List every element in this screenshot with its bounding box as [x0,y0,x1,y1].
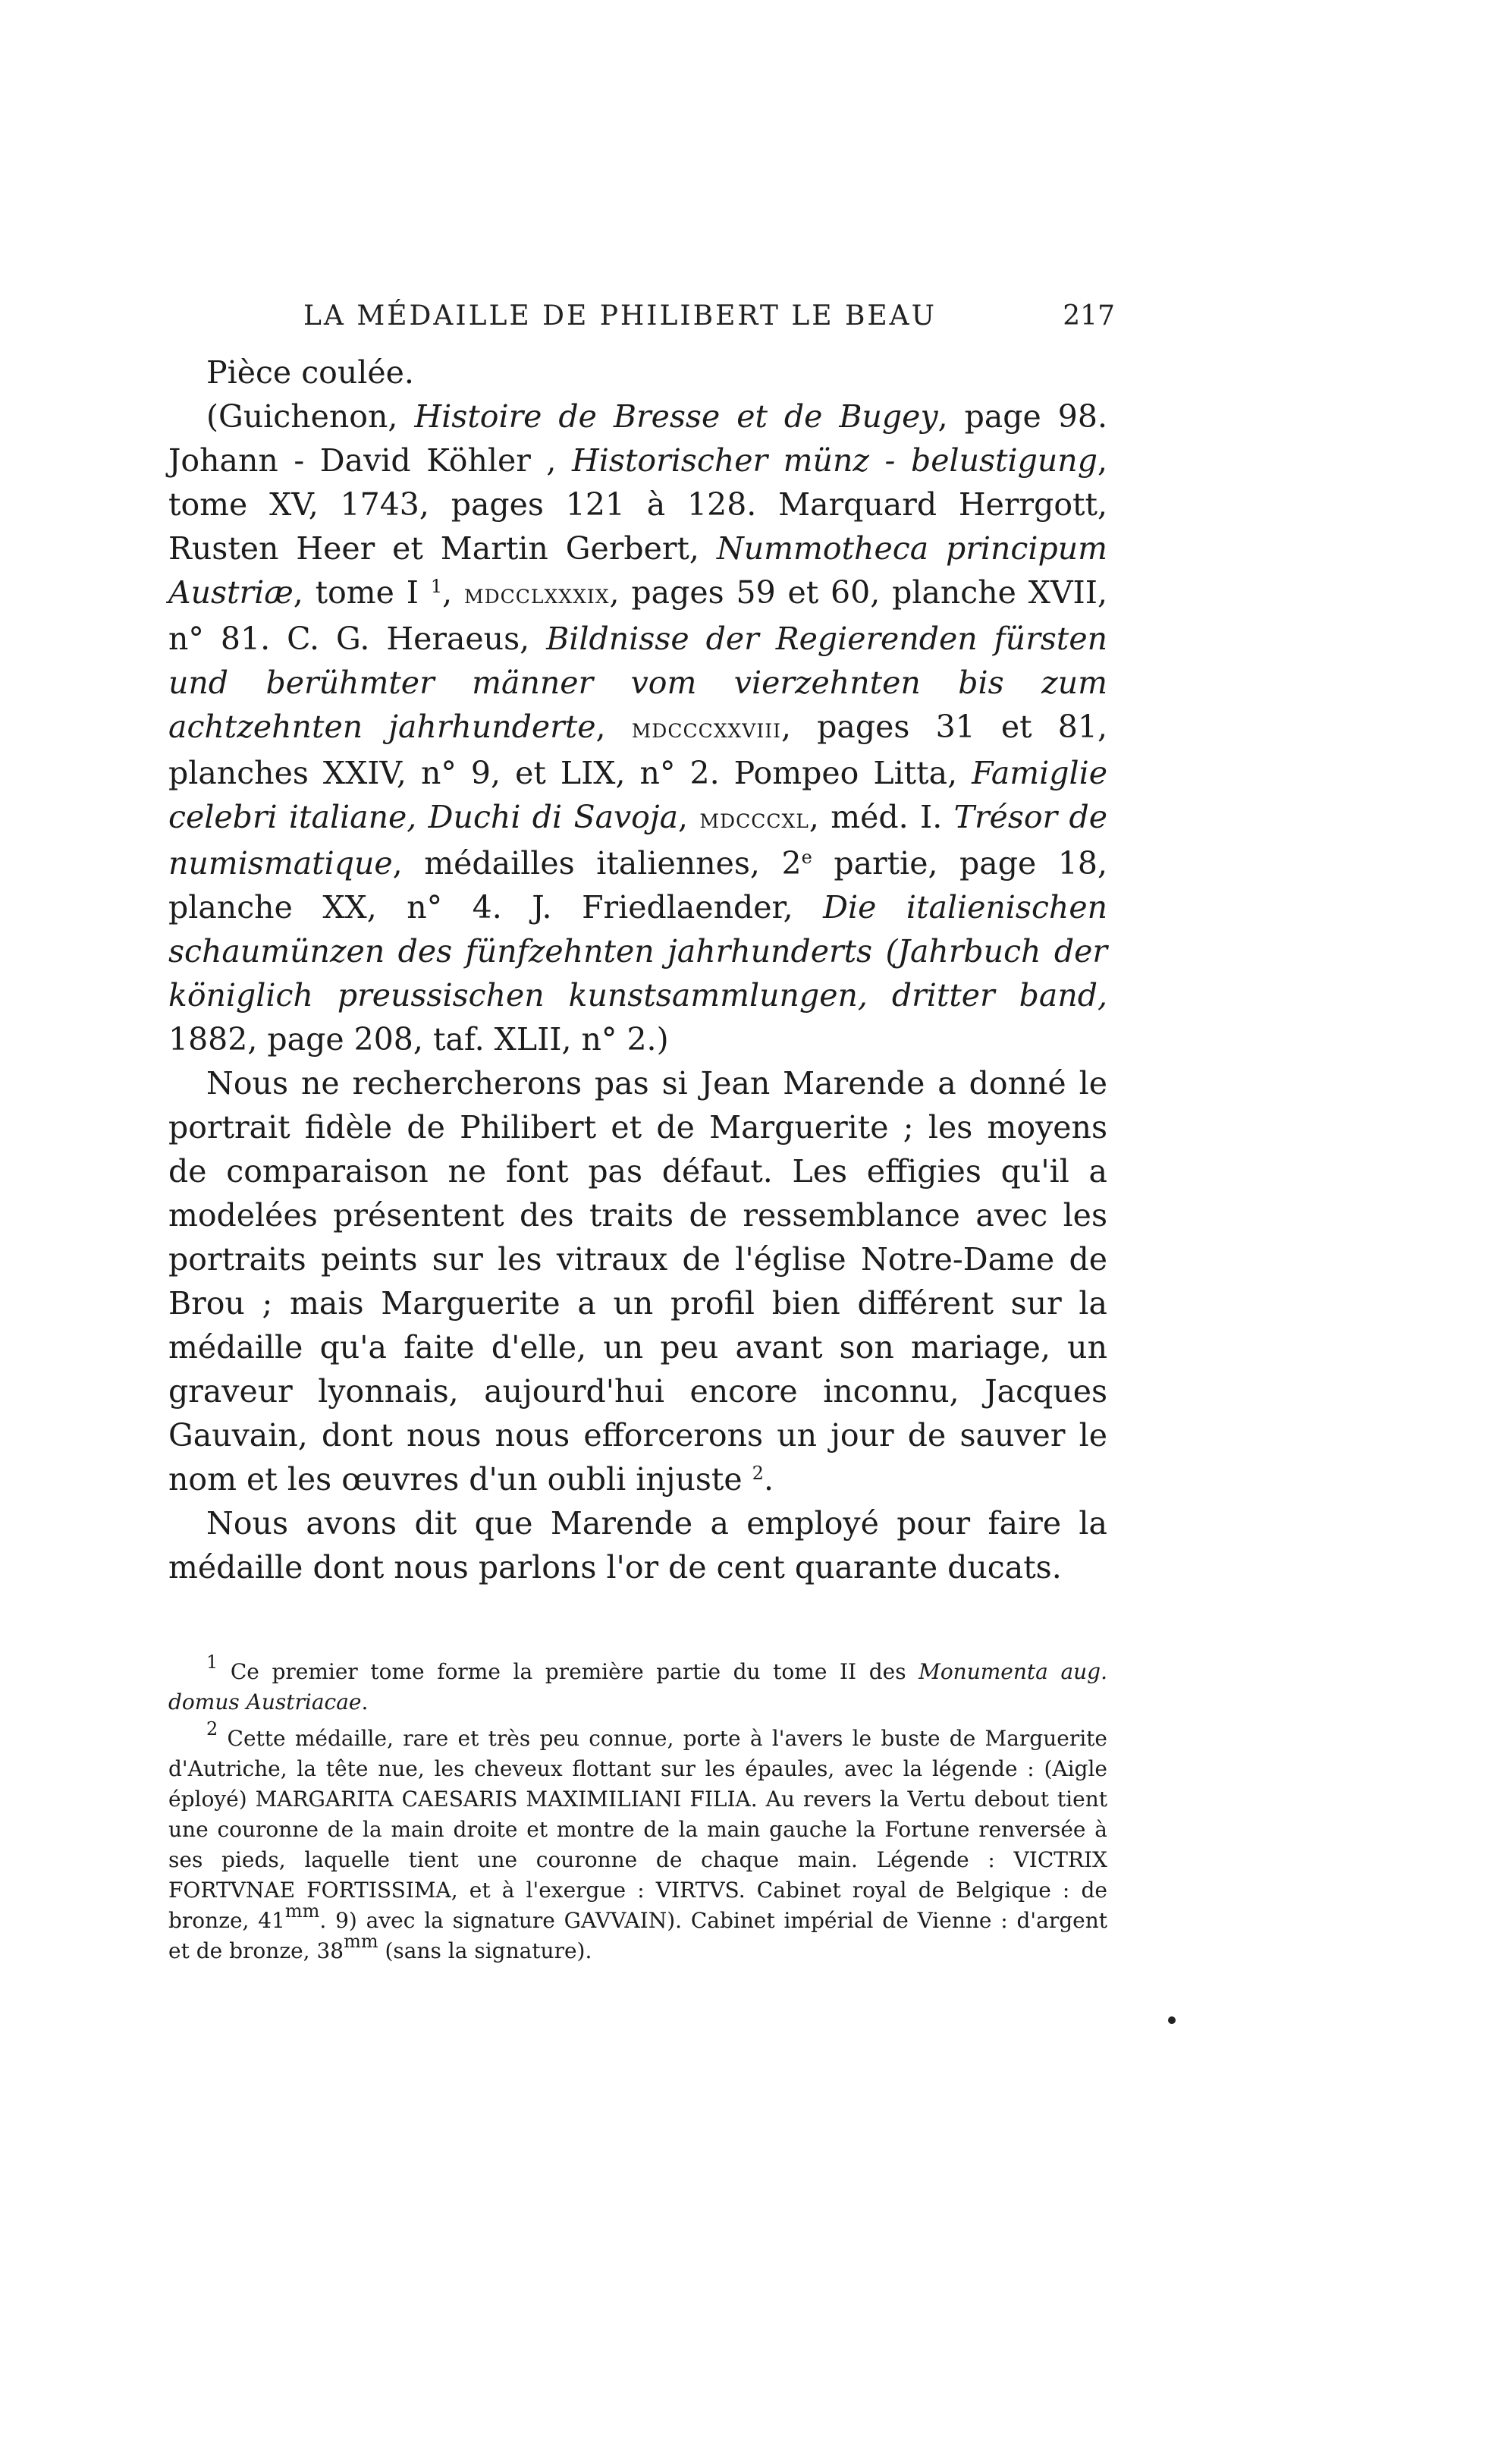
roman-date: mdcccxxviii [631,713,781,744]
text-run: , médailles italiennes, 2 [392,845,802,882]
text-run: , [595,709,632,745]
text-run: 1882, page 208, taf. XLII, n° 2.) [168,1021,669,1058]
text-run: . 9) avec la signature GAVVAIN). Cabinet impérial de Vienne : d'argent et de bronze, 38 [168,1908,1107,1963]
italic-title: Histoire de Bresse et de Bugey [414,398,938,435]
footnotes [168,1652,1107,1972]
ordinal-superscript: e [801,847,812,868]
footnote-reference: 1 [430,576,443,597]
paragraph-portrait [168,1061,1107,1501]
footnote-reference: 2 [752,1463,764,1484]
roman-date: mdcccxl [699,803,809,834]
italic-title: Historischer münz - belustigung [572,442,1097,479]
italic-title: Trésor de numismatique [168,799,1108,882]
text-run: , [442,574,464,611]
italic-title: Bildnisse der Regierenden fürsten und berühmter männer vom vierzehnten bis zum achtzehnten jahrhunderte [168,621,1107,745]
footnote-mark: 2 [206,1718,218,1740]
footnote-1 [168,1652,1107,1718]
text-run: partie, page 18, planche XX, n° 4. J. Friedlaender, [168,845,1107,926]
unit-superscript: mm [344,1931,378,1952]
text-run: , tome XV, 1743, pages 121 à 128. Marquard Herrgott, Rusten Heer et Martin Gerbert, [168,442,1107,567]
footnote-mark: 1 [206,1652,218,1673]
roman-date: mdcclxxxix [463,579,610,610]
paragraph-piece-coulee: Pièce coulée. [206,354,414,391]
text-run: , pages 31 et 81, planches XXIV, n° 9, et LIX, n° 2. Pompeo Litta, [168,709,1107,791]
footnote-2 [168,1718,1107,1966]
ink-speck [1168,2016,1176,2024]
text-run: (Guichenon, [206,398,415,435]
text-run: Nous ne rechercherons pas si Jean Marende a donné le portrait fidèle de Philibert et de Marguerite ; les moyens de comparaison ne font pas défaut. Les effigies qu'il a modelées présentent des traits de ressemblance avec les portraits peints sur les vitraux de l'église Notre-Dame de Brou ; mais Marguerite a un profil bien différent sur la médaille qu'a faite d'elle, un peu avant son mariage, un graveur lyonnais, aujourd'hui encore inconnu, Jacques Gauvain, dont nous nous efforcerons un jour de sauver le nom et les œuvres d'un oubli injuste [168,1065,1107,1498]
paragraph-bibliography [168,394,1107,1061]
text-run: , [678,799,700,835]
text-run: , tome I [293,574,431,611]
running-title: LA MÉDAILLE DE PHILIBERT LE BEAU [303,300,937,332]
text-run: Ce premier tome forme la première partie du tome II des [218,1659,919,1684]
text-run: , page 98. Johann - David Köhler , [168,398,1107,479]
main-text [168,350,1107,1589]
text-run: , pages 59 et 60, planche XVII, n° 81. C. G. Heraeus, [168,574,1107,657]
italic-title: Famiglie celebri italiane, Duchi di Savoja [168,755,1107,835]
text-run: Cette médaille, rare et très peu connue, porte à l'avers le buste de Marguerite d'Autriche, la tête nue, les cheveux flottant sur les épaules, avec la légende : (Aigle éployé) MARGARITA CAESARIS MAXIMILIANI FILIA. Au revers la Vertu debout tient une couronne de la main droite et montre de la main gauche la Fortune renversée à ses pieds, laquelle tient une couronne de chaque main. Légende : VICTRIX FORTVNAE FORTISSIMA, et à l'exergue : VIRTVS. Cabinet royal de Belgique : de bronze, 41 [168,1726,1107,1933]
italic-title: Monumenta aug. domus Austriacae [168,1659,1107,1714]
text-run: . [361,1689,369,1714]
text-run: (sans la signature). [378,1938,592,1963]
italic-title: Die italienischen schaumünzen des fünfzehnten jahrhunderts (Jahrbuch der königlich preussischen kunstsammlungen, dritter band, [168,889,1107,1014]
page-number: 217 [1063,300,1115,332]
italic-title: Nummotheca principum Austriæ [168,530,1108,611]
unit-superscript: mm [284,1900,320,1922]
text-run: , méd. I. [809,799,954,835]
paragraph-ducats: Nous avons dit que Marende a employé pour faire la médaille dont nous parlons l'or de cent quarante ducats. [168,1505,1107,1586]
text-run: . [763,1461,774,1498]
